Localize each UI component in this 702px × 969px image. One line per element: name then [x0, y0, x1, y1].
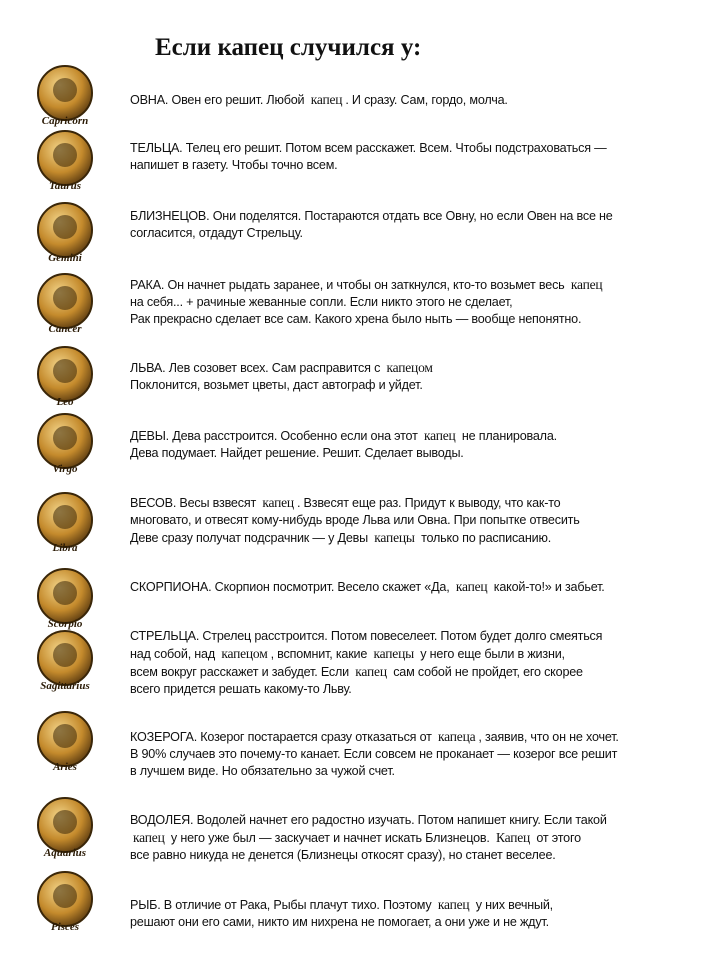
highlight-word: Капец	[495, 830, 531, 845]
svg-text:Aries: Aries	[53, 761, 77, 773]
zodiac-gemini-icon	[26, 197, 104, 267]
zodiac-entry	[130, 91, 508, 109]
text-segment: на себя... + рачиные жеванные сопли. Если никто этого не сделает,	[130, 295, 513, 309]
zodiac-sagittarius-icon	[26, 625, 104, 695]
text-segment: Деве сразу получат подсрачник — у Девы	[130, 531, 372, 545]
page-title: Если капец случился у:	[155, 34, 422, 61]
highlight-word: капец	[570, 277, 603, 292]
text-segment: напишет в газету. Чтобы точно всем.	[130, 158, 338, 172]
text-segment: РАКА. Он начнет рыдать заранее, и чтобы он заткнулся, кто-то возьмет весь	[130, 278, 568, 292]
entry-line	[130, 512, 580, 529]
zodiac-scorpio-icon	[26, 563, 104, 633]
svg-text:Leo: Leo	[56, 396, 74, 408]
text-segment: все равно никуда не денется (Близнецы откосят сразу), но станет веселее.	[130, 848, 556, 862]
highlight-word: капец	[310, 92, 343, 107]
text-segment: , заявив, что он не хочет.	[478, 730, 619, 744]
highlight-word: капецы	[373, 646, 414, 661]
entry-line	[130, 427, 557, 445]
entry-line	[130, 663, 602, 681]
entry-line	[130, 276, 605, 294]
svg-text:Capricorn: Capricorn	[41, 115, 89, 127]
text-segment: от этого	[533, 831, 581, 845]
entry-line	[130, 140, 607, 157]
entry-line	[130, 628, 602, 645]
text-segment: ВОДОЛЕЯ. Водолей начнет его радостно изучать. Потом напишет книгу. Если такой	[130, 813, 607, 827]
entry-line	[130, 746, 619, 763]
entry-line	[130, 311, 605, 328]
zodiac-entry	[130, 812, 607, 864]
highlight-word: капец	[355, 664, 387, 679]
text-segment: решают они его сами, никто им нихрена не помогает, а они уже и не ждут.	[130, 915, 549, 929]
entry-line	[130, 359, 436, 377]
entry-line	[130, 896, 553, 914]
zodiac-pisces-icon	[26, 866, 104, 936]
entry-line	[130, 829, 607, 847]
text-segment: РЫБ. В отличие от Рака, Рыбы плачут тихо. Поэтому	[130, 898, 435, 912]
zodiac-leo-icon	[26, 341, 104, 411]
zodiac-entry	[130, 896, 553, 931]
zodiac-entry	[130, 578, 605, 596]
highlight-word: капецом	[221, 646, 268, 661]
text-segment: Поклонится, возьмет цветы, даст автограф и уйдет.	[130, 378, 423, 392]
zodiac-entry	[130, 140, 607, 174]
highlight-word: капец	[437, 897, 470, 912]
entry-line	[130, 847, 607, 864]
zodiac-entry	[130, 208, 613, 242]
text-segment: ЛЬВА. Лев созовет всех. Сам расправится с	[130, 361, 384, 375]
svg-text:Virgo: Virgo	[52, 463, 78, 475]
text-segment: над собой, над	[130, 647, 219, 661]
text-segment: КОЗЕРОГА. Козерог постарается сразу отказаться от	[130, 730, 435, 744]
text-segment: ОВНА. Овен его решит. Любой	[130, 93, 308, 107]
text-segment: ТЕЛЬЦА. Телец его решит. Потом всем расскажет. Всем. Чтобы подстраховаться —	[130, 141, 607, 155]
highlight-word: капец	[262, 495, 294, 510]
text-segment: . Взвесят еще раз. Придут к выводу, что как-то	[296, 496, 561, 510]
text-segment: , вспомнит, какие	[270, 647, 371, 661]
entry-line	[130, 157, 607, 174]
svg-text:Scorpio: Scorpio	[47, 618, 83, 630]
text-segment: сам собой не пройдет, его скорее	[389, 665, 583, 679]
entry-line	[130, 578, 605, 596]
entry-line	[130, 914, 553, 931]
svg-text:Aquarius: Aquarius	[43, 847, 87, 859]
text-segment: только по расписанию.	[417, 531, 551, 545]
zodiac-virgo-icon	[26, 408, 104, 478]
entry-line	[130, 294, 605, 311]
svg-text:Sagittarius: Sagittarius	[40, 680, 90, 692]
zodiac-aries-icon	[26, 706, 104, 776]
entry-line	[130, 494, 580, 512]
svg-text:Pisces: Pisces	[50, 921, 80, 933]
text-segment: В 90% случаев это почему-то канает. Если совсем не проканает — козерог все решит	[130, 747, 618, 761]
entry-line	[130, 445, 557, 462]
zodiac-entry	[130, 359, 436, 394]
entry-line	[130, 763, 619, 780]
entry-line	[130, 812, 607, 829]
svg-text:Libra: Libra	[52, 542, 78, 554]
text-segment: многовато, и отвесят кому-нибудь вроде Льва или Овна. При попытке отвесить	[130, 513, 580, 527]
text-segment: всем вокруг расскажет и забудет. Если	[130, 665, 353, 679]
text-segment: Рак прекрасно сделает все сам. Какого хрена было ныть — вообще непонятно.	[130, 312, 582, 326]
text-segment: СТРЕЛЬЦА. Стрелец расстроится. Потом повеселеет. Потом будет долго смеяться	[130, 629, 603, 643]
highlight-word: капец	[423, 428, 456, 443]
text-segment: у него еще были в жизни,	[416, 647, 565, 661]
zodiac-entry	[130, 628, 602, 698]
text-segment: у него уже был — заскучает и начнет искать Близнецов.	[167, 831, 493, 845]
entry-line	[130, 645, 602, 663]
zodiac-aquarius-icon	[26, 792, 104, 862]
highlight-word: капеца	[438, 729, 476, 744]
text-segment: СКОРПИОНА. Скорпион посмотрит. Весело скажет «Да,	[130, 580, 453, 594]
svg-text:Taurus: Taurus	[48, 180, 82, 192]
zodiac-entry	[130, 728, 619, 780]
highlight-word: капецы	[374, 530, 415, 545]
text-segment: у них вечный,	[472, 898, 553, 912]
zodiac-cancer-icon	[26, 268, 104, 338]
zodiac-entry	[130, 494, 580, 547]
text-segment: не планировала.	[458, 429, 557, 443]
text-segment: Дева подумает. Найдет решение. Решит. Сделает выводы.	[130, 446, 464, 460]
svg-text:Cancer: Cancer	[48, 323, 82, 335]
text-segment: какой-то!» и забьет.	[490, 580, 605, 594]
highlight-word: капец	[133, 830, 165, 845]
entry-line	[130, 91, 508, 109]
text-segment: ДЕВЫ. Дева расстроится. Особенно если она этот	[130, 429, 421, 443]
svg-text:Gemini: Gemini	[48, 252, 82, 264]
text-segment: ВЕСОВ. Весы взвесят	[130, 496, 260, 510]
text-segment: в лучшем виде. Но обязательно за чужой счет.	[130, 764, 395, 778]
text-segment: согласится, отдадут Стрельцу.	[130, 226, 303, 240]
entry-line	[130, 377, 436, 394]
highlight-word: капец	[455, 579, 488, 594]
zodiac-taurus-icon	[26, 125, 104, 195]
zodiac-capricorn-icon	[26, 60, 104, 130]
zodiac-entry	[130, 427, 557, 462]
zodiac-libra-icon	[26, 487, 104, 557]
text-segment: . И сразу. Сам, гордо, молча.	[345, 93, 508, 107]
entry-line	[130, 208, 613, 225]
highlight-word: капецом	[386, 360, 433, 375]
text-segment: БЛИЗНЕЦОВ. Они поделятся. Постараются отдать все Овну, но если Овен на все не	[130, 209, 613, 223]
zodiac-entry	[130, 276, 605, 328]
text-segment: всего придется решать какому-то Льву.	[130, 682, 352, 696]
entry-line	[130, 681, 602, 698]
entry-line	[130, 529, 580, 547]
entry-line	[130, 728, 619, 746]
entry-line	[130, 225, 613, 242]
